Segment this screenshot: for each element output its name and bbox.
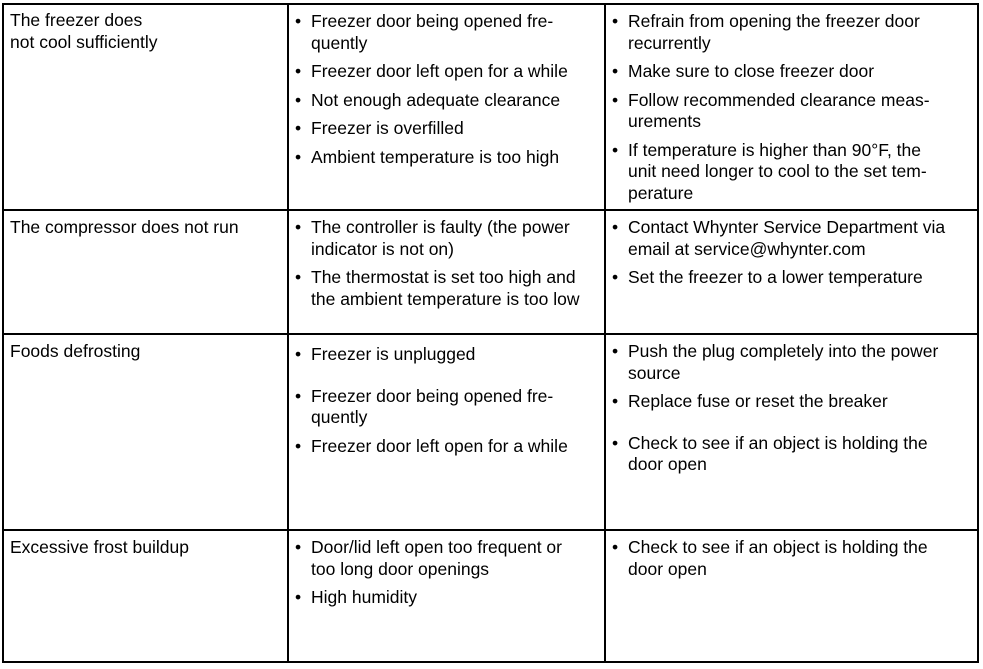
solution-item: • Push the plug completely into the power source [612,341,968,384]
cause-item: • High humidity [295,587,598,609]
cause-item: • Freezer door being opened fre-quently [295,11,569,54]
problem-text: Excessive frost buildup [10,537,189,557]
troubleshooting-table [2,3,979,663]
cause-item: • The thermostat is set too high and the ambient temperature is too low [295,267,603,310]
solution-cell [606,5,979,209]
solution-item: • Set the freezer to a lower temperature [612,267,971,289]
solution-item: • Refrain from opening the freezer door recurrently [612,11,958,54]
solution-cell [606,211,979,333]
solution-item: • If temperature is higher than 90°F, the unit need longer to cool to the set tem-perature [612,140,953,205]
cause-cell [289,5,606,209]
problem-cell [4,5,289,209]
cause-cell [289,531,606,661]
problem-text: Foods defrosting [10,341,141,361]
problem-text: The freezer does not cool sufficiently [10,10,158,52]
cause-item: • Not enough adequate clearance [295,90,598,112]
table-row [4,5,979,211]
cause-cell [289,335,606,529]
cause-item: • Door/lid left open too frequent or too long door openings [295,537,586,580]
cause-item: • Freezer is unplugged [295,344,598,366]
solution-cell [606,335,979,529]
table-row [4,335,979,531]
table-row [4,531,979,663]
solution-cell [606,531,979,661]
problem-cell [4,531,289,661]
cause-item: • Freezer door left open for a while [295,61,598,83]
solution-item: • Follow recommended clearance meas-urements [612,90,953,133]
cause-item: • Freezer door being opened fre-quently [295,386,569,429]
cause-item: • Ambient temperature is too high [295,147,598,169]
problem-cell [4,335,289,529]
cause-item: • The controller is faulty (the power indicator is not on) [295,217,593,260]
solution-item: • Make sure to close freezer door [612,61,971,83]
table-row [4,211,979,335]
problem-cell [4,211,289,333]
cause-cell [289,211,606,333]
solution-item: • Contact Whynter Service Department via email at service@whynter.com [612,217,948,260]
solution-item: • Check to see if an object is holding the door open [612,433,958,476]
solution-item: • Replace fuse or reset the breaker [612,391,971,413]
solution-item: • Check to see if an object is holding the door open [612,537,958,580]
cause-item: • Freezer door left open for a while [295,436,598,458]
problem-text: The compressor does not run [10,217,239,237]
cause-item: • Freezer is overfilled [295,118,598,140]
